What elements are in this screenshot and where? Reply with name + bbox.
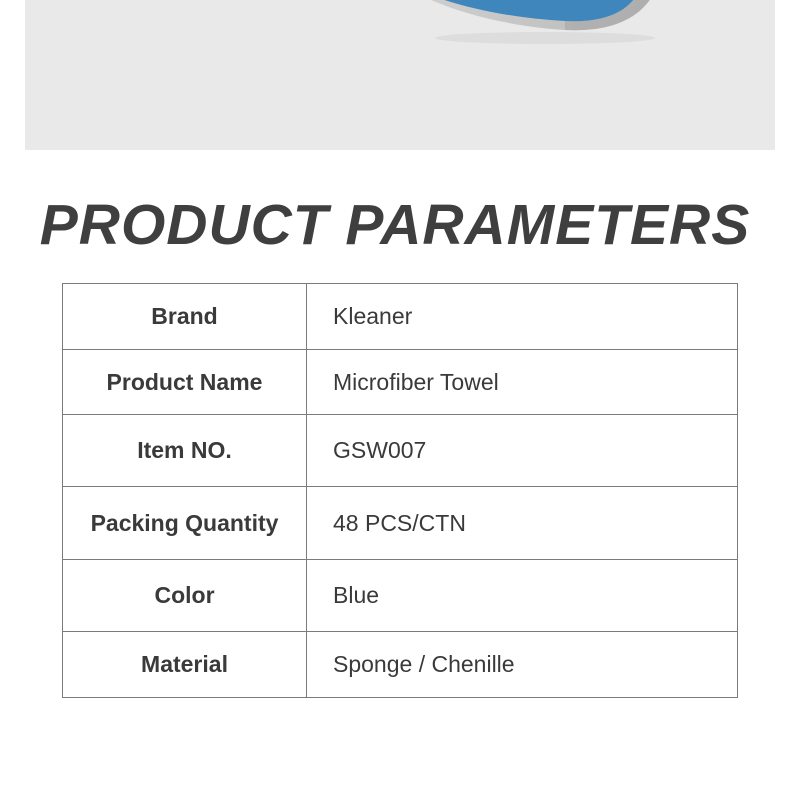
row-value: Kleaner <box>307 284 738 350</box>
row-value: GSW007 <box>307 415 738 487</box>
row-value: Blue <box>307 560 738 632</box>
row-label: Item NO. <box>63 415 307 487</box>
table-row <box>63 284 738 350</box>
towel-illustration <box>25 0 775 150</box>
table-row <box>63 560 738 632</box>
row-value: Microfiber Towel <box>307 350 738 415</box>
section-title: PRODUCT PARAMETERS <box>39 193 751 257</box>
row-label: Brand <box>63 284 307 350</box>
table-row <box>63 487 738 560</box>
parameters-table <box>62 283 738 698</box>
row-value: 48 PCS/CTN <box>307 487 738 560</box>
table-row <box>63 415 738 487</box>
row-label: Color <box>63 560 307 632</box>
table-row <box>63 350 738 415</box>
row-label: Product Name <box>63 350 307 415</box>
table-row <box>63 632 738 698</box>
row-label: Material <box>63 632 307 698</box>
product-image <box>25 0 775 150</box>
row-label: Packing Quantity <box>63 487 307 560</box>
row-value: Sponge / Chenille <box>307 632 738 698</box>
